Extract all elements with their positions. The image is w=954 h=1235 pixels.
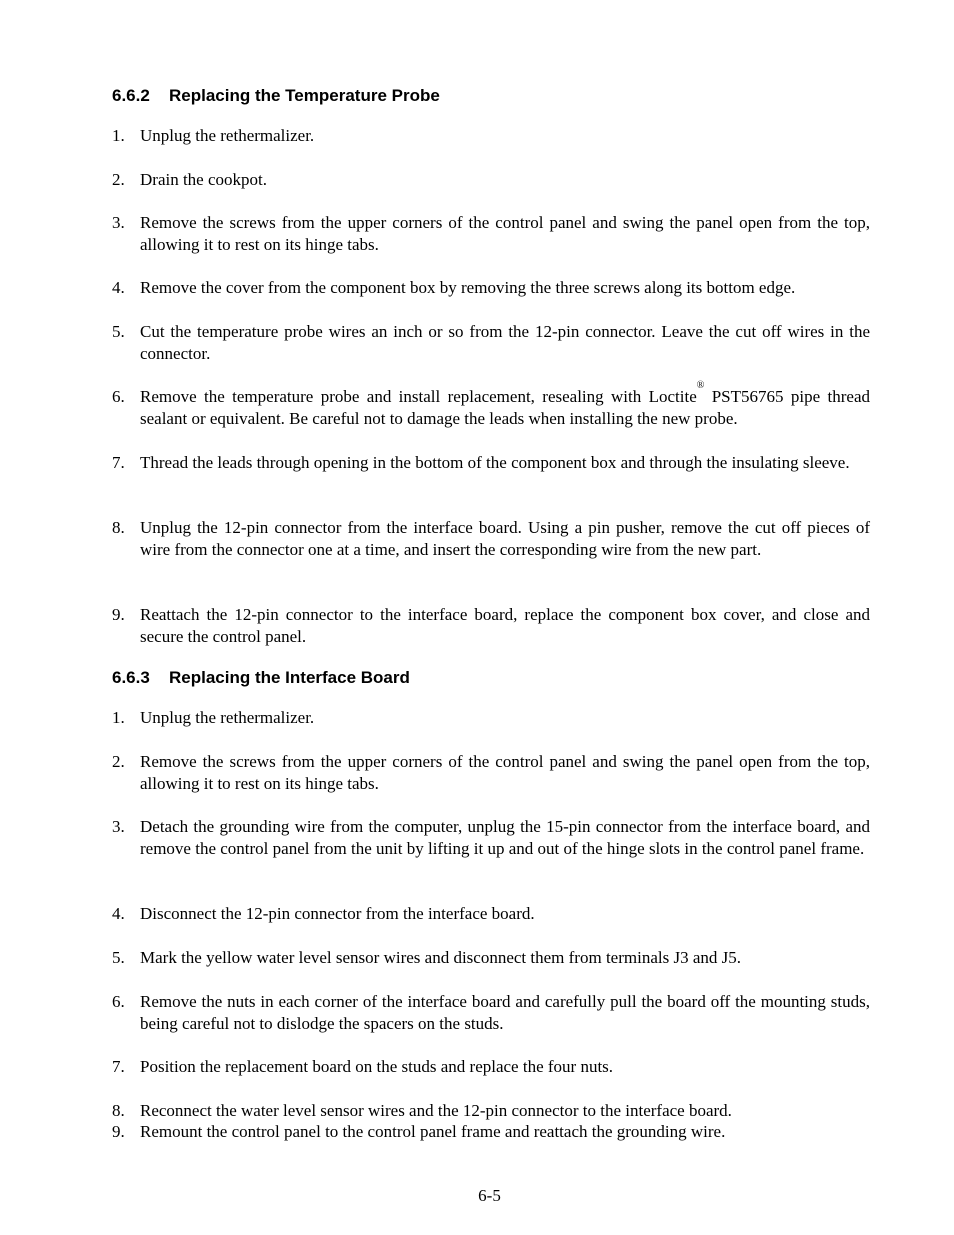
step-number: 4. xyxy=(112,904,125,923)
step-number: 7. xyxy=(112,1057,125,1076)
step-text: Unplug the rethermalizer. xyxy=(140,708,315,727)
list-item xyxy=(112,947,870,969)
step-text-part: PST56765 pipe thread sealant or equivalent. Be careful not to damage the leads when installing the new probe. xyxy=(140,387,870,428)
list-item xyxy=(112,1100,870,1122)
section-title: Replacing the Temperature Probe xyxy=(169,86,440,105)
step-number: 5. xyxy=(112,322,125,341)
list-item xyxy=(112,751,870,795)
step-number: 6. xyxy=(112,992,125,1011)
step-text: Remount the control panel to the control panel frame and reattach the grounding wire. xyxy=(140,1122,726,1141)
step-number: 2. xyxy=(112,752,125,771)
step-text: Reconnect the water level sensor wires and the 12-pin connector to the interface board. xyxy=(140,1101,732,1120)
list-item xyxy=(112,321,870,365)
list-item xyxy=(112,991,870,1035)
step-text: Disconnect the 12-pin connector from the interface board. xyxy=(140,904,535,923)
list-item xyxy=(112,169,870,191)
step-text: Thread the leads through opening in the bottom of the component box and through the insulating sleeve. xyxy=(140,453,850,472)
section-heading-6-6-2 xyxy=(112,86,440,106)
step-number: 1. xyxy=(112,708,125,727)
step-number: 6. xyxy=(112,387,125,406)
step-number: 8. xyxy=(112,1101,125,1120)
list-item xyxy=(112,604,870,648)
section-number: 6.6.2 xyxy=(112,86,150,105)
section-title: Replacing the Interface Board xyxy=(169,668,410,687)
step-text: Remove the screws from the upper corners of the control panel and swing the panel open from the top, allowing it to rest on its hinge tabs. xyxy=(140,752,870,793)
step-text: Detach the grounding wire from the computer, unplug the 15-pin connector from the interface board, and remove the control panel from the unit by lifting it up and out of the hinge slots in the control panel frame. xyxy=(140,817,870,858)
section-heading-6-6-3 xyxy=(112,668,410,688)
step-number: 9. xyxy=(112,605,125,624)
step-text: Remove the nuts in each corner of the interface board and carefully pull the board off the mounting studs, being careful not to dislodge the spacers on the studs. xyxy=(140,992,870,1033)
list-item xyxy=(112,707,870,729)
step-number: 5. xyxy=(112,948,125,967)
step-number: 9. xyxy=(112,1122,125,1141)
step-text: Drain the cookpot. xyxy=(140,170,267,189)
section-number: 6.6.3 xyxy=(112,668,150,687)
step-number: 2. xyxy=(112,170,125,189)
list-item xyxy=(112,816,870,860)
page-number: 6-5 xyxy=(478,1186,501,1205)
step-text xyxy=(140,380,870,430)
step-text: Position the replacement board on the studs and replace the four nuts. xyxy=(140,1057,614,1076)
list-item xyxy=(112,380,870,430)
step-text: Reattach the 12-pin connector to the interface board, replace the component box cover, and close and secure the control panel. xyxy=(140,605,870,646)
list-item xyxy=(112,125,870,147)
step-number: 7. xyxy=(112,453,125,472)
step-number: 3. xyxy=(112,817,125,836)
list-item xyxy=(112,517,870,561)
step-text: Unplug the 12-pin connector from the interface board. Using a pin pusher, remove the cut off pieces of wire from the connector one at a time, and insert the corresponding wire from the new part. xyxy=(140,518,870,559)
registered-mark: ® xyxy=(696,380,705,392)
list-item xyxy=(112,212,870,256)
list-item xyxy=(112,452,870,474)
step-number: 8. xyxy=(112,518,125,537)
step-text: Remove the cover from the component box by removing the three screws along its bottom edge. xyxy=(140,278,796,297)
list-item xyxy=(112,1121,870,1143)
list-item xyxy=(112,1056,870,1078)
step-text: Cut the temperature probe wires an inch or so from the 12-pin connector. Leave the cut off wires in the connector. xyxy=(140,322,870,363)
step-text: Mark the yellow water level sensor wires and disconnect them from terminals J3 and J5. xyxy=(140,948,741,967)
step-number: 3. xyxy=(112,213,125,232)
list-item xyxy=(112,277,870,299)
list-item xyxy=(112,903,870,925)
step-text-part: Remove the temperature probe and install replacement, resealing with Loctite xyxy=(140,387,697,406)
step-text: Remove the screws from the upper corners of the control panel and swing the panel open from the top, allowing it to rest on its hinge tabs. xyxy=(140,213,870,254)
step-text: Unplug the rethermalizer. xyxy=(140,126,315,145)
step-number: 4. xyxy=(112,278,125,297)
step-number: 1. xyxy=(112,126,125,145)
